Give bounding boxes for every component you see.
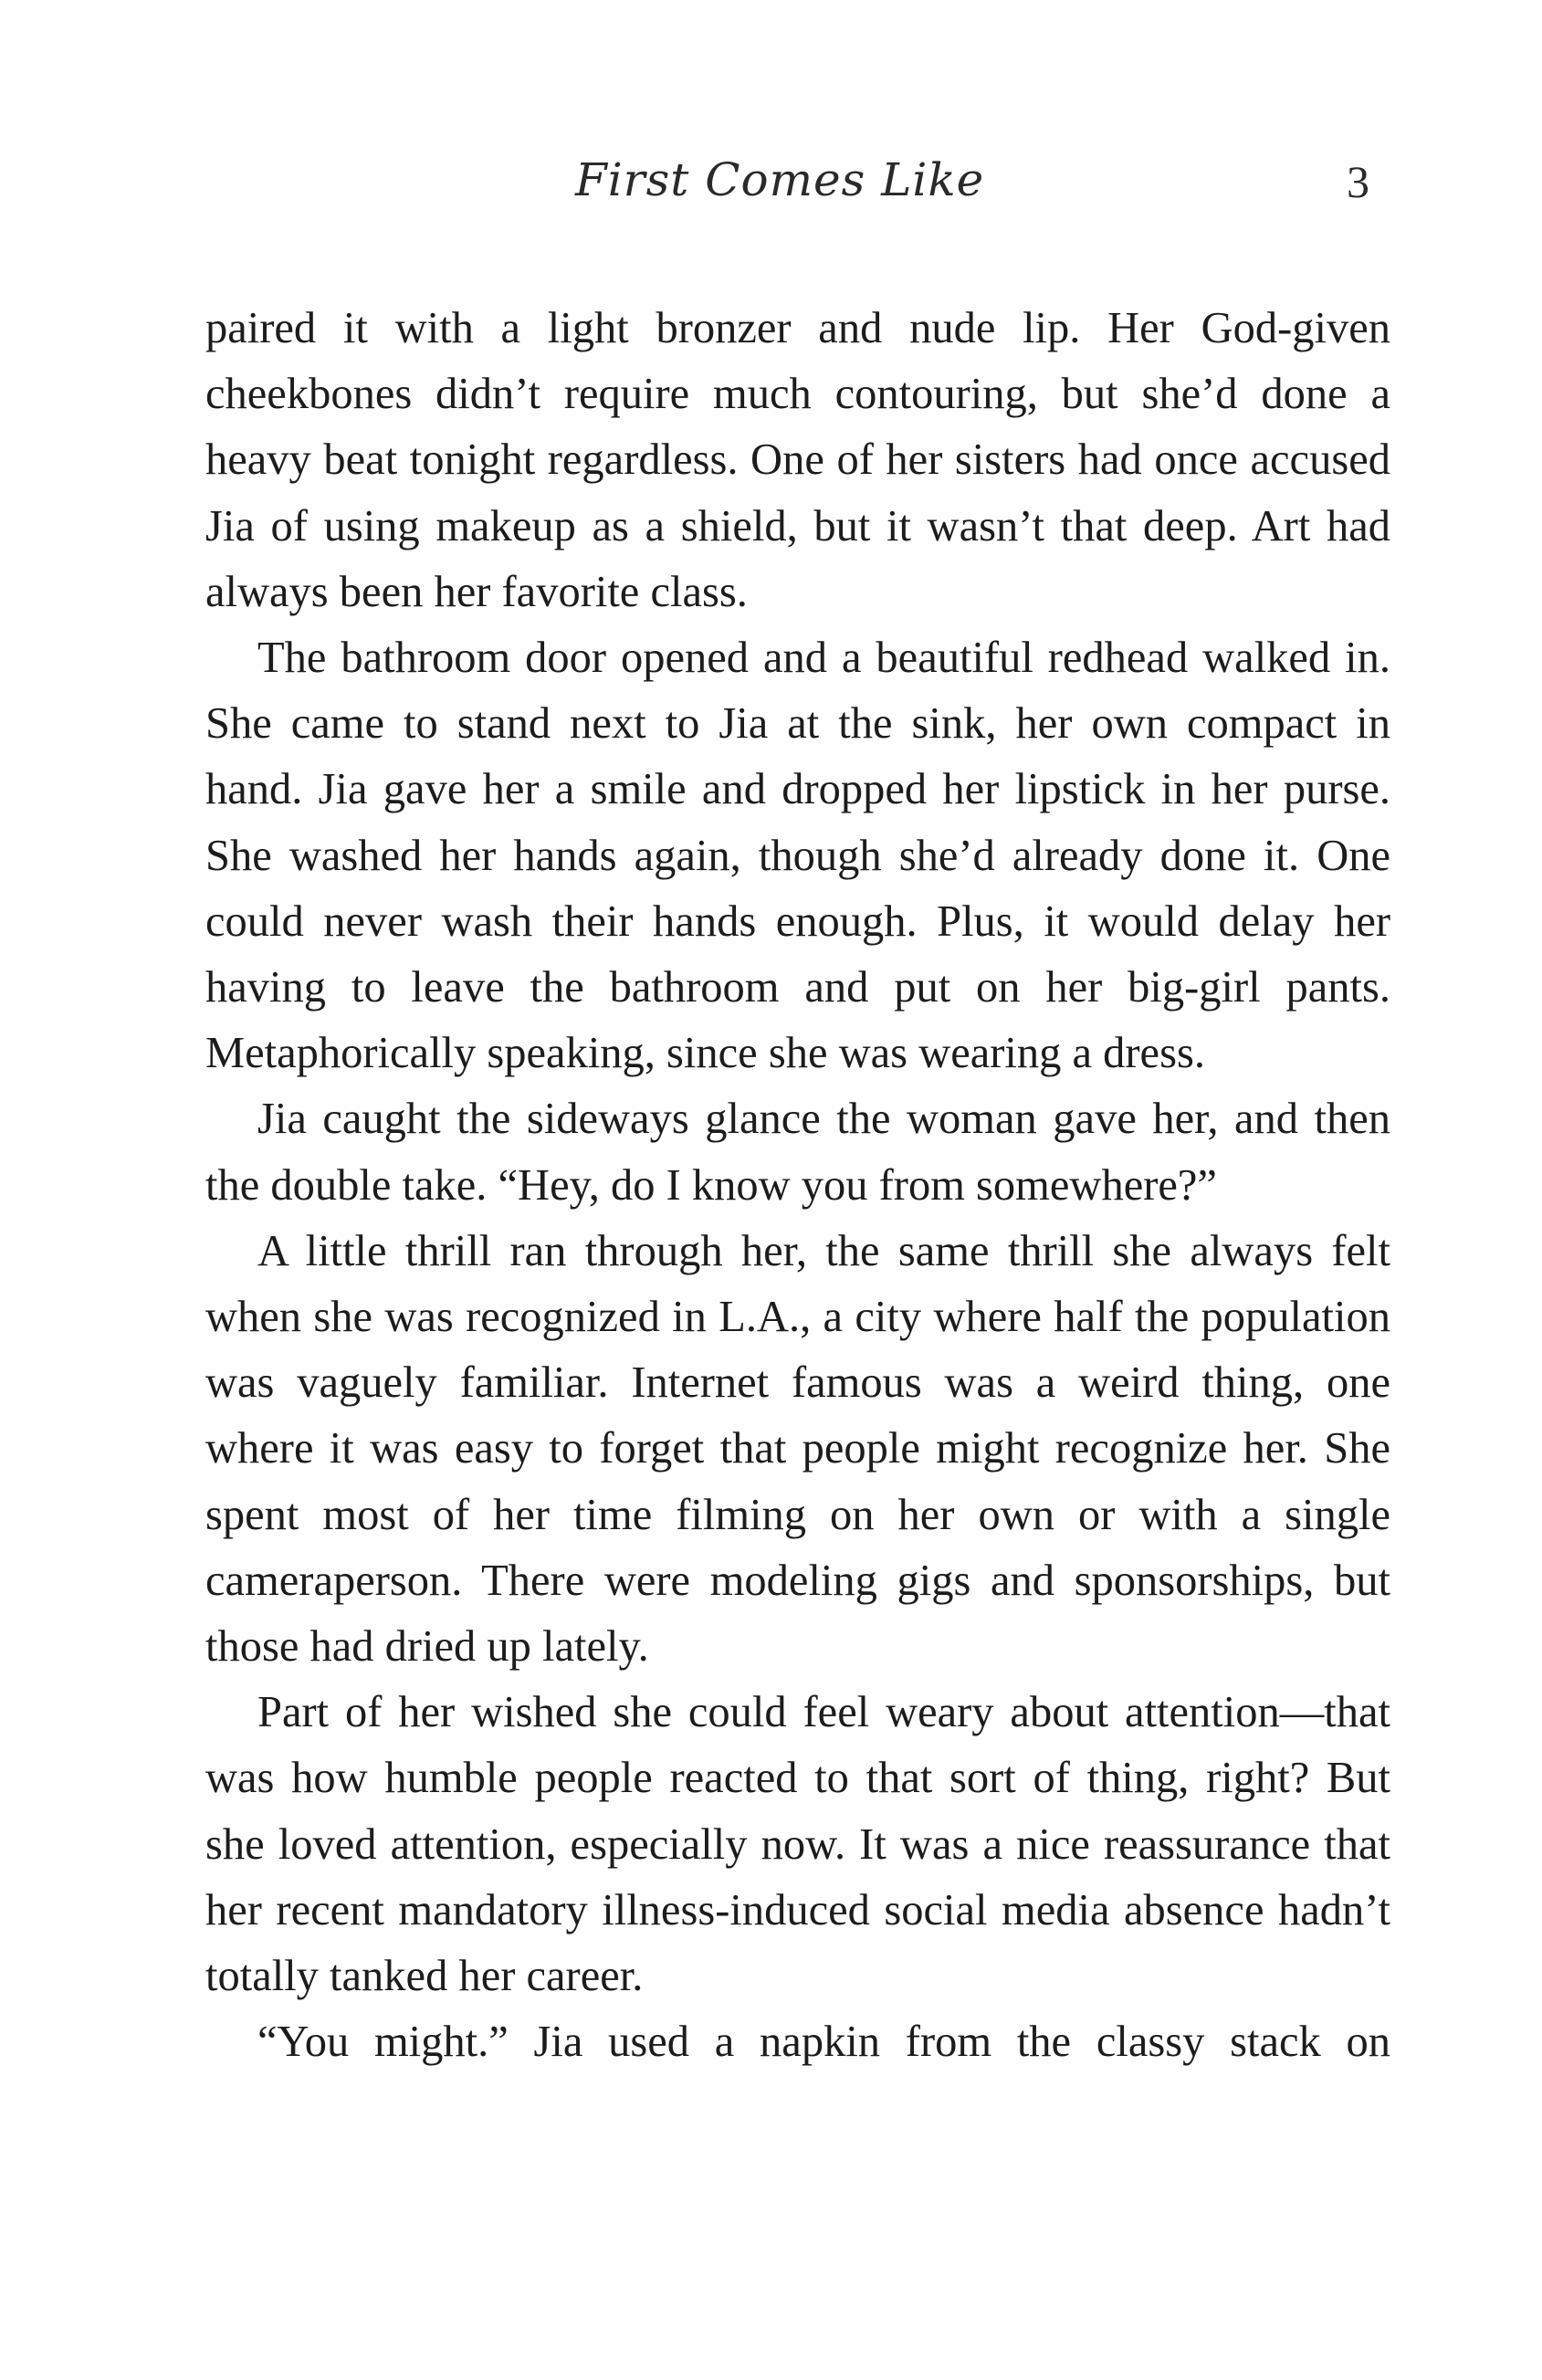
paragraph: Part of her wished she could feel weary about attention—that was how humble people reacted to that sort of thing, right? But she loved attention, especially now. It was a nice reassurance that her recent mandatory illness-induced social media absence hadn’t totally tanked her career. [205,1688,1390,2001]
page-number: 3 [1347,156,1369,207]
paragraph: Jia caught the sideways glance the woman gave her, and then the double take. “Hey, do I know you from somewhere?” [205,1095,1390,1210]
running-head [0,153,1542,226]
paragraph-continuation: paired it with a light bronzer and nude lip. Her God-given cheekbones didn’t require much contouring, but she’d done a heavy beat tonight regardless. One of her sisters had once accused Jia of using makeup as a shield, but it wasn’t that deep. Art had always been her favorite class. [205,304,1390,616]
body-text [205,296,1390,2075]
running-title: First Comes Like [575,153,985,206]
paragraph-continues: “You might.” Jia used a napkin from the classy stack on [257,2018,1390,2067]
paragraph: The bathroom door opened and a beautiful redhead walked in. She came to stand next to Jia at the sink, her own compact in hand. Jia gave her a smile and dropped her lipstick in her purse. She washed her hands again, though she’d already done it. One could never wash their hands enough. Plus, it would delay her having to leave the bathroom and put on her big-girl pants. Metaphorically speaking, since she was wearing a dress. [205,634,1390,1078]
paragraph: A little thrill ran through her, the same thrill she always felt when she was recognized in L.A., a city where half the population was vaguely familiar. Internet famous was a weird thing, one where it was easy to forget that people might recognize her. She spent most of her time filming on her own or with a single cameraperson. There were modeling gigs and sponsorships, but those had dried up lately. [205,1226,1390,1672]
